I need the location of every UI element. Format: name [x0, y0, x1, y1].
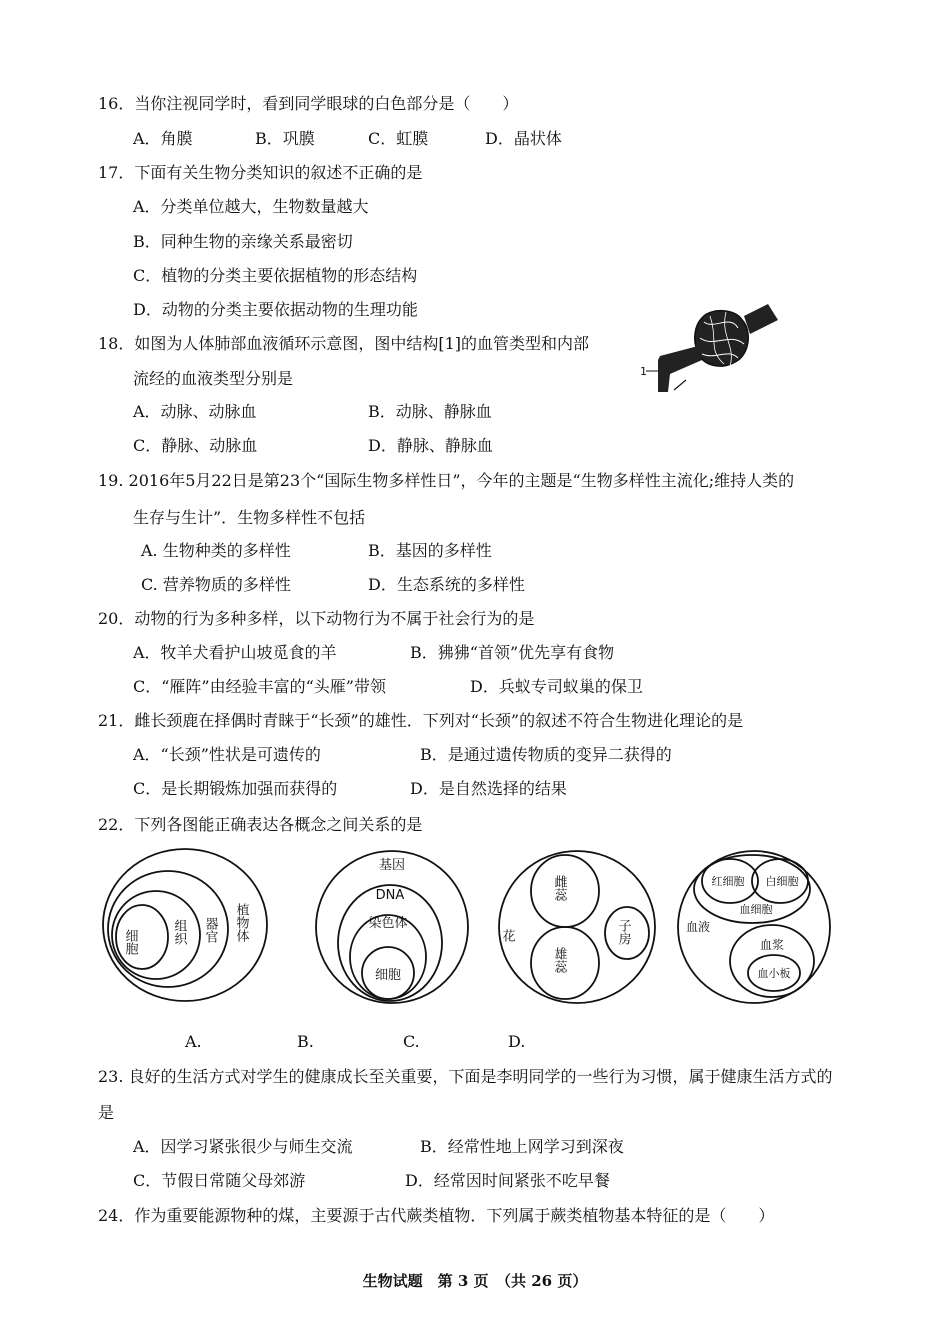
q19-option-d: D．生态系统的多样性: [368, 575, 525, 594]
q17-stem: 17．下面有关生物分类知识的叙述不正确的是: [98, 163, 423, 182]
q18-stem-line1: 18．如图为人体肺部血液循环示意图，图中结构[1]的血管类型和内部: [98, 334, 590, 353]
q17-option-c: C．植物的分类主要依据植物的形态结构: [133, 266, 418, 285]
q23-stem-line1: 23. 良好的生活方式对学生的健康成长至关重要，下面是李明同学的一些行为习惯，属于健康生活方式的: [98, 1067, 833, 1086]
q22-option-d: D.: [508, 1032, 526, 1051]
q22-a-label-1: 细胞: [122, 929, 138, 955]
q22-c-label-bottom: 雄蕊: [551, 947, 567, 973]
q23-option-d: D．经常因时间紧张不吃早餐: [405, 1171, 610, 1190]
q20-option-c: C．“雁阵”由经验丰富的“头雁”带领: [133, 677, 386, 696]
q22-option-c: C.: [403, 1032, 420, 1051]
q22-d-label-platelet: 血小板: [757, 967, 791, 980]
q22-b-label-4: 细胞: [374, 968, 402, 983]
q23-stem-line2: 是: [98, 1103, 115, 1122]
q22-figure-a: [98, 845, 273, 1010]
q19-stem-line2: 生存与生计”．生物多样性不包括: [133, 508, 366, 527]
q19-option-b: B．基因的多样性: [368, 541, 492, 560]
q17-option-d: D．动物的分类主要依据动物的生理功能: [133, 300, 418, 319]
q21-stem: 21．雌长颈鹿在择偶时青睐于“长颈”的雄性．下列对“长颈”的叙述不符合生物进化理论的是: [98, 711, 744, 730]
q20-option-d: D．兵蚁专司蚁巢的保卫: [470, 677, 643, 696]
q21-option-b: B．是通过遗传物质的变异二获得的: [420, 745, 672, 764]
q21-option-a: A．“长颈”性状是可遗传的: [133, 745, 321, 764]
q17-option-a: A．分类单位越大，生物数量越大: [133, 197, 369, 216]
q18-figure-label: 1: [640, 365, 647, 378]
q23-option-b: B．经常性地上网学习到深夜: [420, 1137, 624, 1156]
q16-option-b: B．巩膜: [255, 129, 315, 148]
q16-option-a: A．角膜: [133, 129, 193, 148]
q22-d-label-blood-cell: 血细胞: [739, 903, 773, 916]
lung-circulation-figure: [640, 300, 785, 400]
q18-option-c: C．静脉、动脉血: [133, 436, 258, 455]
q21-option-c: C．是长期锻炼加强而获得的: [133, 779, 338, 798]
q22-stem: 22．下列各图能正确表达各概念之间关系的是: [98, 815, 423, 834]
q22-a-label-4: 植物体: [233, 903, 249, 942]
q22-d-label-rbc: 红细胞: [711, 875, 745, 888]
q19-stem-line1: 19. 2016年5月22日是第23个“国际生物多样性日”，今年的主题是“生物多样性主流化;维持人类的: [98, 471, 795, 490]
q24-stem: 24．作为重要能源物种的煤，主要源于古代蕨类植物．下列属于蕨类植物基本特征的是（ ）: [98, 1206, 775, 1225]
q19-option-c: C. 营养物质的多样性: [141, 575, 291, 594]
q22-a-label-2: 组织: [171, 919, 187, 945]
q18-stem-line2: 流经的血液类型分别是: [133, 369, 294, 388]
q22-option-a: A.: [185, 1032, 202, 1051]
q22-c-label-top: 雌蕊: [551, 875, 567, 901]
q22-d-label-plasma: 血浆: [759, 938, 785, 952]
q16-option-d: D．晶状体: [485, 129, 562, 148]
q20-stem: 20．动物的行为多种多样，以下动物行为不属于社会行为的是: [98, 609, 535, 628]
q22-option-b: B.: [297, 1032, 314, 1051]
q22-d-label-blood: 血液: [685, 920, 711, 934]
q22-figure-b: [310, 845, 475, 1010]
q16-option-c: C．虹膜: [368, 129, 429, 148]
q18-option-b: B．动脉、静脉血: [368, 402, 492, 421]
q18-option-a: A．动脉、动脉血: [133, 402, 257, 421]
q22-b-label-2: DNA: [375, 888, 405, 903]
q22-figure-c: [495, 845, 665, 1010]
q21-option-d: D．是自然选择的结果: [410, 779, 567, 798]
q22-c-label-outer: 花: [499, 929, 515, 942]
q22-a-label-3: 器官: [202, 917, 218, 943]
q17-option-b: B．同种生物的亲缘关系最密切: [133, 232, 353, 251]
q22-b-label-3: 染色体: [368, 916, 408, 931]
q22-c-label-right: 子房: [615, 919, 631, 945]
q19-option-a: A. 生物种类的多样性: [141, 541, 291, 560]
q20-option-a: A．牧羊犬看护山坡觅食的羊: [133, 643, 337, 662]
q23-option-a: A．因学习紧张很少与师生交流: [133, 1137, 353, 1156]
q22-figure-d: [676, 845, 836, 1010]
q18-option-d: D．静脉、静脉血: [368, 436, 493, 455]
q23-option-c: C．节假日常随父母郊游: [133, 1171, 306, 1190]
page-footer: 生物试题 第 3 页 （共 26 页）: [362, 1272, 588, 1290]
q22-d-label-wbc: 白细胞: [765, 875, 799, 888]
q20-option-b: B．狒狒“首领”优先享有食物: [410, 643, 615, 662]
q22-b-label-1: 基因: [378, 858, 406, 873]
q16-stem: 16．当你注视同学时，看到同学眼球的白色部分是（ ）: [98, 94, 519, 113]
